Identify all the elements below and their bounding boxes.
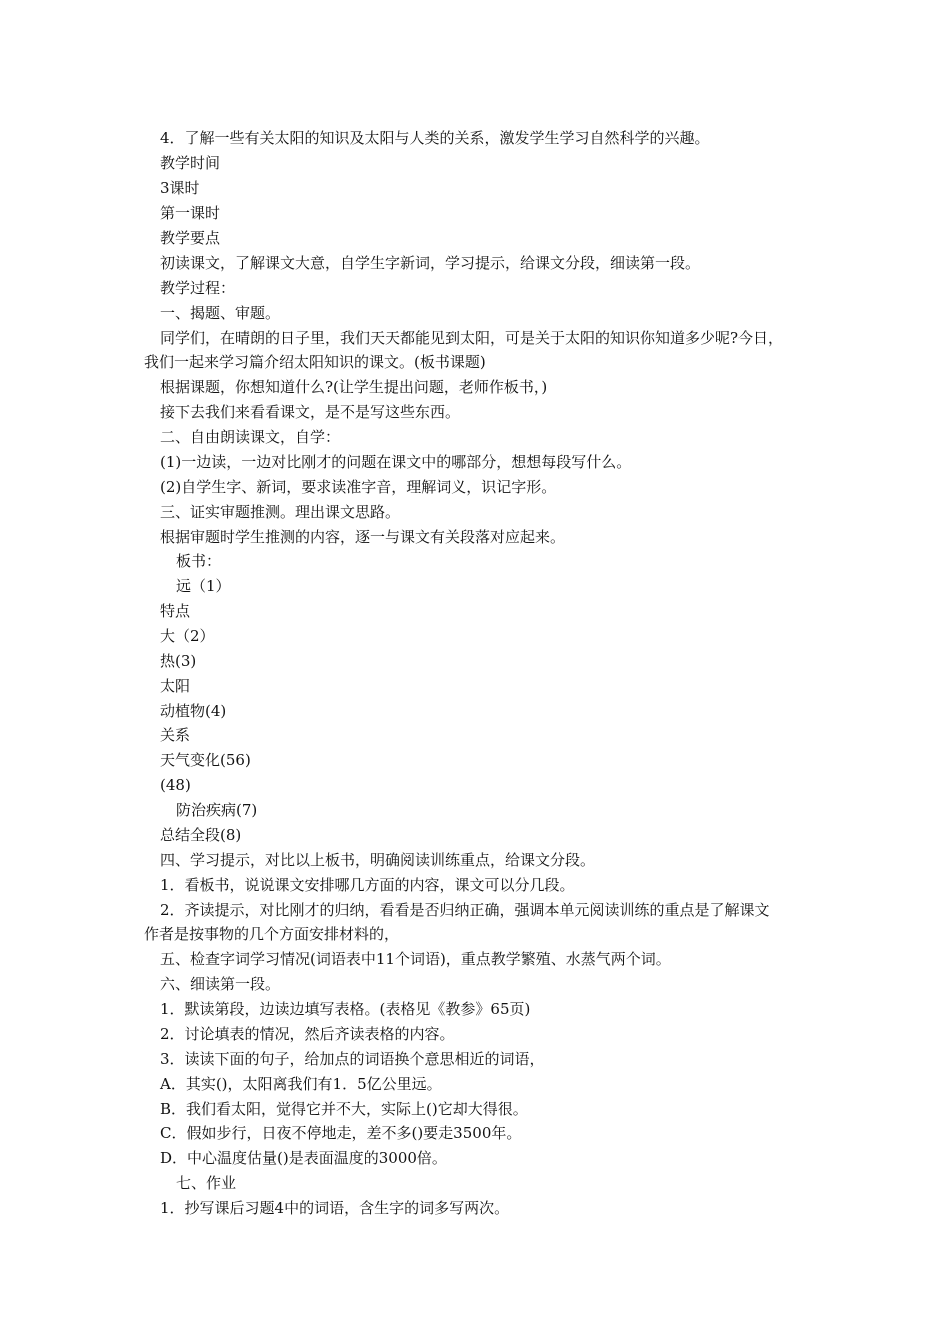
text-line: 4．了解一些有关太阳的知识及太阳与人类的关系，激发学生学习自然科学的兴趣。 <box>160 129 710 147</box>
text-line: 1．抄写课后习题4中的词语，含生字的词多写两次。 <box>160 1199 510 1217</box>
text-line: 教学时间 <box>160 154 221 172</box>
text-line: 同学们，在晴朗的日子里，我们天天都能见到太阳，可是关于太阳的知识你知道多少呢?今日， <box>160 329 784 347</box>
text-line: 五、检查字词学习情况(词语表中11个词语)，重点教学繁殖、水蒸气两个词。 <box>160 950 671 968</box>
text-line: 一、揭题、审题。 <box>160 304 281 322</box>
text-line: 我们一起来学习篇介绍太阳知识的课文。(板书课题) <box>144 353 486 371</box>
text-line: 热(3) <box>160 652 197 670</box>
text-line: 关系 <box>160 726 191 744</box>
text-line: 教学要点 <box>160 229 221 247</box>
text-line: (2)自学生字、新词，要求读准字音，理解词义，识记字形。 <box>160 478 557 496</box>
text-line: 天气变化(56) <box>160 751 251 769</box>
text-line: A．其实()，太阳离我们有1．5亿公里远。 <box>160 1075 442 1093</box>
text-line: 作者是按事物的几个方面安排材料的， <box>144 925 400 943</box>
text-line: 1．看板书，说说课文安排哪几方面的内容，课文可以分几段。 <box>160 876 575 894</box>
text-line: 总结全段(8) <box>160 826 242 844</box>
text-line: 二、自由朗读课文，自学： <box>160 428 341 446</box>
text-line: 根据审题时学生推测的内容，逐一与课文有关段落对应起来。 <box>160 528 566 546</box>
text-line: 远（1） <box>176 577 231 595</box>
text-line: 教学过程： <box>160 279 236 297</box>
text-line: C．假如步行，日夜不停地走，差不多()要走3500年。 <box>160 1124 522 1142</box>
text-line: 特点 <box>160 602 191 620</box>
text-line: 七、作业 <box>176 1174 237 1192</box>
text-line: 防治疾病(7) <box>176 801 258 819</box>
text-line: 3课时 <box>160 179 200 197</box>
text-line: 根据课题，你想知道什么?(让学生提出问题，老师作板书，) <box>160 378 548 396</box>
text-line: 2．齐读提示，对比刚才的归纳，看看是否归纳正确，强调本单元阅读训练的重点是了解课文 <box>160 901 770 919</box>
text-line: 六、细读第一段。 <box>160 975 281 993</box>
text-line: 板书： <box>176 552 222 570</box>
text-line: 3．读读下面的句子，给加点的词语换个意思相近的词语， <box>160 1050 545 1068</box>
text-line: 四、学习提示，对比以上板书，明确阅读训练重点，给课文分段。 <box>160 851 596 869</box>
text-line: (48) <box>160 776 191 794</box>
text-line: 太阳 <box>160 677 191 695</box>
text-line: 初读课文，了解课文大意，自学生字新词，学习提示，给课文分段，细读第一段。 <box>160 254 701 272</box>
text-line: (1)一边读，一边对比刚才的问题在课文中的哪部分，想想每段写什么。 <box>160 453 632 471</box>
text-line: 动植物(4) <box>160 702 227 720</box>
text-line: 第一课时 <box>160 204 221 222</box>
text-line: D．中心温度估量()是表面温度的3000倍。 <box>160 1149 447 1167</box>
text-line: 大（2） <box>160 627 215 645</box>
text-line: 接下去我们来看看课文，是不是写这些东西。 <box>160 403 461 421</box>
text-line: 三、证实审题推测。理出课文思路。 <box>160 503 401 521</box>
text-line: 1．默读第段，边读边填写表格。(表格见《教参》65页) <box>160 1000 531 1018</box>
text-line: 2．讨论填表的情况，然后齐读表格的内容。 <box>160 1025 455 1043</box>
text-line: B．我们看太阳，觉得它并不大，实际上()它却大得很。 <box>160 1100 528 1118</box>
